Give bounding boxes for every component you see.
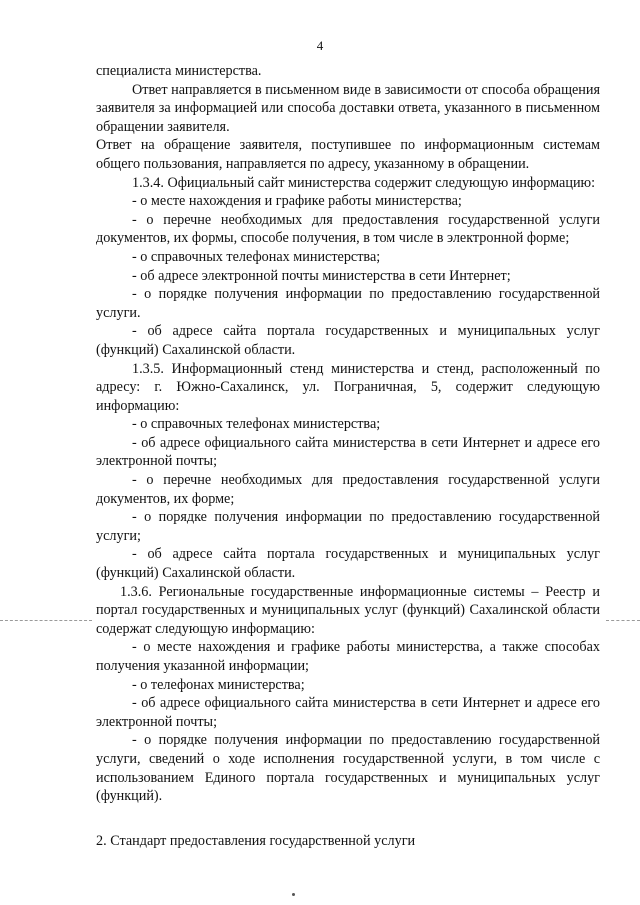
- list-item: - об адресе электронной почты министерства в сети Интернет;: [132, 267, 511, 284]
- list-item: - о справочных телефонах министерства;: [132, 248, 381, 265]
- list-item: - об адресе сайта портала государственных и муниципальных услуг (функций) Сахалинской области.: [96, 546, 600, 582]
- list-item: - о порядке получения информации по предоставлению государственной услуги.: [96, 286, 600, 321]
- list-item: - об адресе сайта портала государственных и муниципальных услуг (функций) Сахалинской области.: [96, 323, 600, 358]
- list-item: - о перечне необходимых для предоставления государственной услуги документов, их формы, способе получения, в том числе в электронной форме;: [96, 211, 600, 247]
- document-body: [96, 62, 600, 850]
- list-item: - о месте нахождения и графике работы министерства;: [132, 193, 462, 210]
- scan-fold-line-left: [0, 620, 92, 621]
- list-item: - об адресе официального сайта министерства в сети Интернет и адресе его электронной почты;: [96, 695, 600, 730]
- paragraph: Ответ на обращение заявителя, поступившее по информационным системам общего пользования, направляется по адресу, указанному в обращении.: [96, 137, 600, 172]
- scan-fold-line-right: [606, 620, 640, 621]
- paragraph: специалиста министерства.: [96, 63, 262, 79]
- list-item: - о справочных телефонах министерства;: [132, 416, 381, 433]
- scan-dot: [292, 893, 295, 896]
- list-item: - об адресе официального сайта министерства в сети Интернет и адресе его электронной почты;: [96, 434, 600, 470]
- list-item: - о месте нахождения и графике работы министерства, а также способах получения указанной информации;: [96, 639, 600, 674]
- list-item: - о порядке получения информации по предоставлению государственной услуги;: [96, 509, 600, 544]
- paragraph: 1.3.4. Официальный сайт министерства содержит следующую информацию:: [132, 174, 596, 191]
- paragraph: 1.3.6. Региональные государственные информационные системы – Реестр и портал государственных и муниципальных услуг (функций) Сахалинской области содержат следующую информацию:: [96, 583, 600, 637]
- page-number: 4: [316, 38, 324, 53]
- paragraph: Ответ направляется в письменном виде в зависимости от способа обращения заявителя за информацией или способа доставки ответа, указанного в письменном обращении заявителя.: [96, 81, 600, 135]
- paragraph: 1.3.5. Информационный стенд министерства и стенд, расположенный по адресу: г. Южно-Сахалинск, ул. Пограничная, 5, содержит следующую информацию:: [96, 360, 600, 414]
- list-item: - о телефонах министерства;: [132, 676, 305, 693]
- list-item: - о порядке получения информации по предоставлению государственной услуги, сведений о ходе исполнения государственной услуги, в том числе с использованием Единого портала государственных и муниципальных услуг (функций).: [96, 732, 600, 805]
- list-item: - о перечне необходимых для предоставления государственной услуги документов, их форме;: [96, 472, 600, 507]
- section-heading: 2. Стандарт предоставления государственной услуги: [96, 832, 416, 849]
